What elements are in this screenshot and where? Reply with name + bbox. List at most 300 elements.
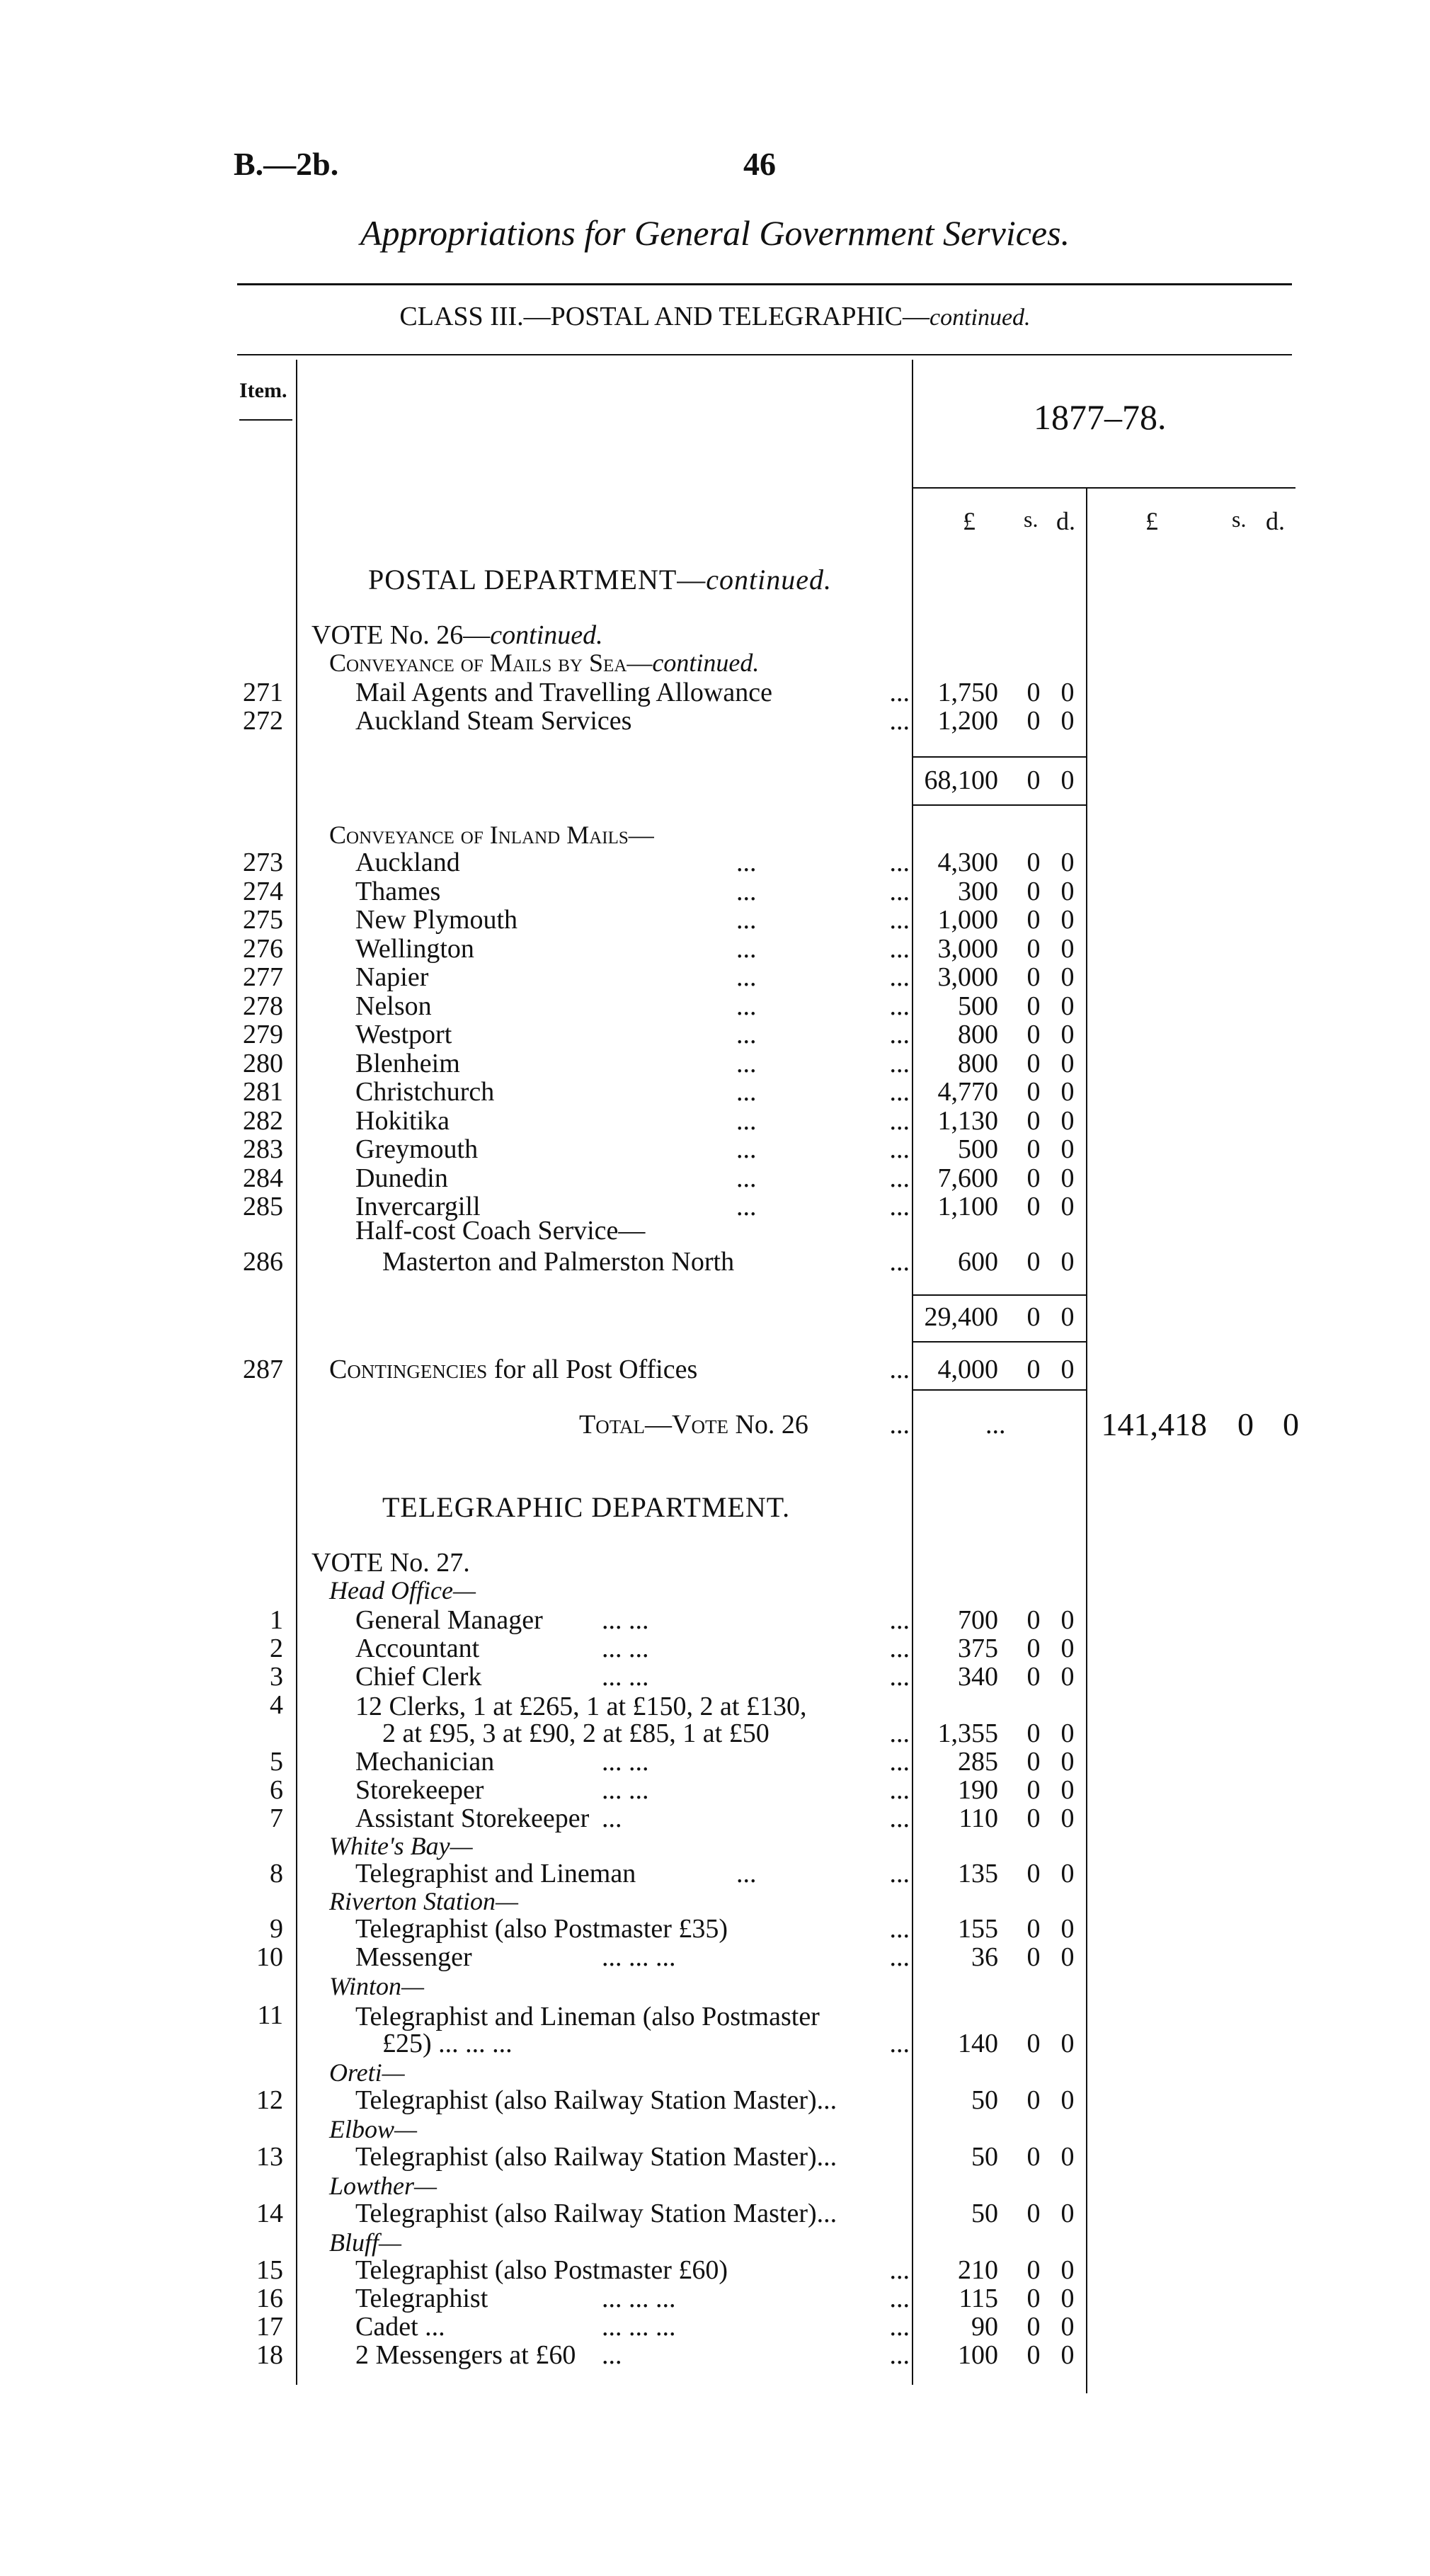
leader-dots: ... ...: [602, 1662, 649, 1692]
leader-dots: ...: [889, 1355, 910, 1384]
table-row: [0, 1943, 1430, 1971]
table-row: [0, 1049, 1430, 1078]
document-reference: B.—2b.: [234, 146, 339, 182]
amount-pounds: 190: [958, 1775, 998, 1805]
leader-dots: ...: [889, 1048, 910, 1078]
amount-pence: 0: [1060, 2312, 1075, 2342]
item-description: Storekeeper: [355, 1775, 484, 1805]
leader-dots: ...: [889, 1914, 910, 1944]
leader-dots: ... ... ...: [602, 2312, 676, 2342]
table-row: [0, 1078, 1430, 1106]
amount-shillings: 0: [1026, 1192, 1041, 1221]
item-number: 274: [243, 876, 283, 906]
amount-shillings: 0: [1026, 1942, 1041, 1972]
leader-dots: ...: [889, 933, 910, 964]
item-description: Hokitika: [355, 1105, 450, 1136]
amount-pounds: 700: [958, 1605, 998, 1635]
leader-dots: ...: [736, 1859, 757, 1888]
year-header: 1877–78.: [1034, 397, 1167, 437]
clerks-description-line2: 2 at £95, 3 at £90, 2 at £85, 1 at £50: [382, 1719, 770, 1748]
subtotal-pence: 0: [1060, 765, 1075, 795]
item-number: 13: [256, 2142, 283, 2172]
leader-dots: ...: [889, 2255, 910, 2285]
vote-26-total-pounds: 141,418: [1101, 1406, 1207, 1442]
item-number: 273: [243, 848, 283, 877]
item-number: 282: [243, 1105, 283, 1136]
amount-shillings: 0: [1026, 2085, 1041, 2115]
item-number: 2: [270, 1634, 283, 1663]
item-description: Masterton and Palmerston North: [382, 1247, 735, 1277]
class-heading: CLASS III.—POSTAL AND TELEGRAPHIC—continued.: [399, 302, 1031, 331]
leader-dots: ...: [889, 1747, 910, 1777]
table-row: [0, 2199, 1430, 2228]
coach-service-heading: Half-cost Coach Service—: [355, 1216, 646, 1246]
col-pound2-header: £: [1145, 507, 1158, 535]
table-row: [0, 1634, 1430, 1663]
amount-pounds: 1,130: [937, 1105, 998, 1136]
item-number: 1: [270, 1605, 283, 1635]
leader-dots: ...: [889, 1020, 910, 1049]
table-row: [0, 1776, 1430, 1804]
item-description: New Plymouth: [355, 905, 518, 935]
leader-dots: ... ... ...: [602, 2284, 676, 2313]
amount-shillings: 0: [1026, 2029, 1041, 2058]
leader-dots: ...: [736, 905, 757, 935]
item-description: Invercargill: [355, 1192, 481, 1221]
leader-dots: ...: [889, 1942, 910, 1972]
subtotal-row: [0, 1303, 1430, 1331]
amount-pence: 0: [1060, 1747, 1075, 1777]
leader-dots: ...: [889, 876, 910, 906]
subtotal-rule: [913, 1341, 1086, 1343]
amount-pounds: 800: [958, 1048, 998, 1078]
amount-pence: 0: [1060, 1077, 1075, 1107]
amount-shillings: 0: [1026, 2340, 1041, 2370]
item-number: 280: [243, 1048, 283, 1078]
table-row: [0, 1606, 1430, 1634]
amount-shillings: 0: [1026, 1634, 1041, 1663]
amount-pounds: 340: [958, 1662, 998, 1692]
item-number: 271: [243, 678, 283, 707]
leader-dots: ...: [889, 962, 910, 992]
amount-pence: 0: [1060, 991, 1075, 1021]
year-header-rule: [913, 487, 1295, 489]
amount-pence: 0: [1060, 1662, 1075, 1692]
item-description: Westport: [355, 1020, 452, 1049]
leader-dots: ...: [889, 1192, 910, 1221]
oreti-heading: Oreti—: [329, 2058, 405, 2087]
leader-dots: ...: [736, 1134, 757, 1164]
col-shilling2-header: s.: [1232, 506, 1247, 532]
amount-pence: 0: [1060, 2085, 1075, 2115]
leader-dots: ...: [889, 2340, 910, 2370]
amount-pence: 0: [1060, 1942, 1075, 1972]
subtotal-pounds: 29,400: [924, 1302, 998, 1332]
amount-shillings: 0: [1026, 1775, 1041, 1805]
item-description: Accountant: [355, 1634, 480, 1663]
telegraphic-department-heading: TELEGRAPHIC DEPARTMENT.: [382, 1491, 791, 1523]
amount-shillings: 0: [1026, 1077, 1041, 1107]
amount-pounds: 500: [958, 1134, 998, 1164]
amount-shillings: 0: [1026, 848, 1041, 877]
amount-pence: 0: [1060, 1634, 1075, 1663]
item-description: General Manager: [355, 1605, 543, 1635]
amount-pence: 0: [1060, 1134, 1075, 1164]
riverton-heading: Riverton Station—: [329, 1887, 518, 1915]
amount-pence: 0: [1060, 848, 1075, 877]
table-row: [0, 848, 1430, 877]
amount-pounds: 285: [958, 1747, 998, 1777]
amount-pounds: 110: [959, 1803, 998, 1833]
lowther-heading: Lowther—: [329, 2172, 437, 2200]
item-number: 12: [256, 2085, 283, 2115]
amount-pence: 0: [1060, 1803, 1075, 1833]
table-row: [0, 1248, 1430, 1276]
amount-shillings: 0: [1026, 1719, 1041, 1748]
amount-shillings: 0: [1026, 2312, 1041, 2342]
leader-dots: ...: [736, 933, 757, 964]
leader-dots: ...: [889, 2312, 910, 2342]
subtotal-rule: [913, 756, 1086, 758]
leader-dots: ...: [602, 2340, 622, 2370]
item-column-header: Item.: [239, 379, 287, 402]
table-row: [0, 1915, 1430, 1943]
leader-dots: ...: [889, 1859, 910, 1888]
amount-pounds: 375: [958, 1634, 998, 1663]
table-row: [0, 1020, 1430, 1049]
item-number: 6: [270, 1775, 283, 1805]
table-row: [0, 1107, 1430, 1135]
elbow-heading: Elbow—: [329, 2115, 418, 2143]
item-number: 3: [270, 1662, 283, 1692]
amount-pounds: 800: [958, 1020, 998, 1049]
amount-pence: 0: [1060, 2199, 1075, 2228]
leader-dots: ... ...: [602, 1605, 649, 1635]
amount-pounds: 4,770: [937, 1077, 998, 1107]
item-description: Napier: [355, 962, 429, 992]
vote-26-total-pence: 0: [1283, 1406, 1299, 1442]
amount-pounds: 36: [971, 1942, 998, 1972]
amount-shillings: 0: [1026, 1247, 1041, 1277]
item-description: Telegraphist: [355, 2284, 488, 2313]
amount-pence: 0: [1060, 933, 1075, 964]
col-pence-header: d.: [1056, 507, 1075, 535]
amount-pence: 0: [1060, 2284, 1075, 2313]
amount-pounds: 3,000: [937, 962, 998, 992]
amount-pence: 0: [1060, 876, 1075, 906]
amount-pounds: 1,355: [937, 1719, 998, 1748]
leader-dots: ...: [736, 962, 757, 992]
amount-shillings: 0: [1026, 905, 1041, 935]
item-number: 10: [256, 1942, 283, 1972]
amount-pounds: 50: [971, 2085, 998, 2115]
amount-pence: 0: [1060, 1048, 1075, 1078]
item-description: Christchurch: [355, 1077, 495, 1107]
vote-26-total-row: [0, 1410, 1430, 1439]
item-number: 14: [256, 2199, 283, 2228]
amount-shillings: 0: [1026, 991, 1041, 1021]
page-number: 46: [743, 146, 776, 182]
vote-26-total-shillings: 0: [1237, 1406, 1254, 1442]
item-header-rule: [239, 419, 292, 421]
item-description: Chief Clerk: [355, 1662, 482, 1692]
item-description: Mechanician: [355, 1747, 495, 1777]
amount-pence: 0: [1060, 1192, 1075, 1221]
amount-pence: 0: [1060, 1859, 1075, 1888]
amount-shillings: 0: [1026, 1020, 1041, 1049]
item-number: 15: [256, 2255, 283, 2285]
amount-shillings: 0: [1026, 876, 1041, 906]
amount-pounds: 50: [971, 2199, 998, 2228]
amount-pence: 0: [1060, 1719, 1075, 1748]
total-label: Total—Vote No. 26: [579, 1410, 808, 1440]
item-description: Thames: [355, 876, 441, 906]
leader-dots: ...: [889, 991, 910, 1021]
amount-pounds: 500: [958, 991, 998, 1021]
table-row: [0, 1135, 1430, 1163]
item-number: 7: [270, 1803, 283, 1833]
leader-dots: ...: [736, 876, 757, 906]
amount-shillings: 0: [1026, 1662, 1041, 1692]
item-number: 285: [243, 1192, 283, 1221]
leader-dots: ...: [736, 1105, 757, 1136]
amount-pence: 0: [1060, 1020, 1075, 1049]
table-row: [0, 1804, 1430, 1833]
amount-pounds: 1,100: [937, 1192, 998, 1221]
item-number: 5: [270, 1747, 283, 1777]
table-row: [0, 678, 1430, 707]
amount-pence: 0: [1060, 2255, 1075, 2285]
item-number: 276: [243, 933, 283, 964]
item-number: 281: [243, 1077, 283, 1107]
leader-dots: ...: [889, 1247, 910, 1277]
leader-dots: ...: [889, 1105, 910, 1136]
col-pence2-header: d.: [1266, 507, 1285, 535]
item-description: Auckland: [355, 848, 460, 877]
total-column-dots: ...: [985, 1410, 1006, 1440]
vote-27-heading: VOTE No. 27.: [311, 1548, 470, 1578]
subtotal-row: [0, 766, 1430, 794]
leader-dots: ...: [736, 1020, 757, 1049]
vote-26-heading: VOTE No. 26—continued.: [311, 620, 603, 650]
leader-dots: ...: [889, 1077, 910, 1107]
item-number: 8: [270, 1859, 283, 1888]
item-description: Messenger: [355, 1942, 472, 1972]
amount-pounds: 115: [959, 2284, 998, 2313]
winton-heading: Winton—: [329, 1972, 425, 2000]
amount-shillings: 0: [1026, 1355, 1041, 1384]
leader-dots: ...: [889, 848, 910, 877]
leader-dots: ...: [736, 848, 757, 877]
amount-shillings: 0: [1026, 678, 1041, 707]
item-description: Mail Agents and Travelling Allowance: [355, 678, 772, 707]
contingencies-row: [0, 1355, 1430, 1384]
amount-shillings: 0: [1026, 1803, 1041, 1833]
table-row: [0, 1164, 1430, 1192]
amount-shillings: 0: [1026, 1747, 1041, 1777]
subtotal-rule: [913, 1294, 1086, 1296]
leader-dots: ...: [889, 1605, 910, 1635]
inland-mails-heading: Conveyance of Inland Mails—: [329, 821, 654, 849]
item-number: 17: [256, 2312, 283, 2342]
item-number: 286: [243, 1247, 283, 1277]
table-row: [0, 963, 1430, 991]
item-description: Telegraphist and Lineman: [355, 1859, 636, 1888]
rule-under-class: [237, 354, 1292, 355]
amount-shillings: 0: [1026, 1914, 1041, 1944]
leader-dots: ...: [736, 991, 757, 1021]
leader-dots: ...: [736, 1048, 757, 1078]
leader-dots: ...: [889, 2284, 910, 2313]
subtotal-pence: 0: [1060, 1302, 1075, 1332]
amount-shillings: 0: [1026, 962, 1041, 992]
amount-pounds: 50: [971, 2142, 998, 2172]
table-row: [0, 707, 1430, 735]
amount-pounds: 600: [958, 1247, 998, 1277]
leader-dots: ...: [889, 1662, 910, 1692]
item-description: Telegraphist (also Railway Station Master)...: [355, 2199, 837, 2228]
subtotal-shillings: 0: [1026, 1302, 1041, 1332]
table-row: [0, 2256, 1430, 2284]
leader-dots: ...: [889, 1775, 910, 1805]
subtotal-rule: [913, 804, 1086, 806]
amount-pence: 0: [1060, 1105, 1075, 1136]
amount-pounds: 90: [971, 2312, 998, 2342]
item-number: 18: [256, 2340, 283, 2370]
page-title: Appropriations for General Government Services.: [360, 213, 1070, 253]
clerks-description-line1: 12 Clerks, 1 at £265, 1 at £150, 2 at £130,: [355, 1692, 807, 1721]
amount-pence: 0: [1060, 962, 1075, 992]
item-number: 283: [243, 1134, 283, 1164]
amount-pounds: 100: [958, 2340, 998, 2370]
col-pound-header: £: [963, 507, 976, 535]
leader-dots: ... ...: [602, 1747, 649, 1777]
amount-shillings: 0: [1026, 1163, 1041, 1193]
table-row: [0, 1748, 1430, 1776]
table-row: [0, 2086, 1430, 2114]
amount-shillings: 0: [1026, 1048, 1041, 1078]
amount-shillings: 0: [1026, 933, 1041, 964]
table-row: [0, 935, 1430, 963]
leader-dots: ...: [889, 905, 910, 935]
item-description: Nelson: [355, 991, 432, 1021]
item-number: 4: [270, 1690, 283, 1720]
leader-dots: ...: [736, 1163, 757, 1193]
amount-pence: 0: [1060, 1605, 1075, 1635]
table-row: [0, 2143, 1430, 2171]
sea-mails-heading: Conveyance of Mails by Sea—continued.: [329, 649, 760, 677]
leader-dots: ... ... ...: [602, 1942, 676, 1972]
item-description: Telegraphist (also Railway Station Master)...: [355, 2142, 837, 2172]
item-number: 277: [243, 962, 283, 992]
postal-department-heading: POSTAL DEPARTMENT—continued.: [368, 564, 832, 595]
rule-top: [237, 283, 1292, 285]
row-11-description-line1: Telegraphist and Lineman (also Postmaster: [355, 2002, 820, 2031]
item-description: Dunedin: [355, 1163, 448, 1193]
amount-shillings: 0: [1026, 2142, 1041, 2172]
amount-pounds: 155: [958, 1914, 998, 1944]
leader-dots: ...: [602, 1803, 622, 1833]
table-row: [0, 2341, 1430, 2369]
subtotal-rule: [913, 1389, 1086, 1391]
item-description: Greymouth: [355, 1134, 479, 1164]
amount-shillings: 0: [1026, 1134, 1041, 1164]
item-description: Telegraphist (also Railway Station Master)...: [355, 2085, 837, 2115]
amount-pounds: 140: [958, 2029, 998, 2058]
item-number: 278: [243, 991, 283, 1021]
leader-dots: ...: [889, 1803, 910, 1833]
amount-pence: 0: [1060, 2142, 1075, 2172]
leader-dots: ...: [889, 1719, 910, 1748]
amount-shillings: 0: [1026, 2255, 1041, 2285]
item-number: 284: [243, 1163, 283, 1193]
leader-dots: ...: [889, 1410, 910, 1440]
amount-pence: 0: [1060, 1914, 1075, 1944]
table-row: [0, 1663, 1430, 1691]
amount-pence: 0: [1060, 1247, 1075, 1277]
amount-shillings: 0: [1026, 706, 1041, 736]
amount-shillings: 0: [1026, 1859, 1041, 1888]
leader-dots: ...: [889, 2029, 910, 2058]
table-row: [0, 992, 1430, 1020]
item-number: 11: [257, 2000, 283, 2030]
leader-dots: ...: [889, 706, 910, 736]
item-number: 279: [243, 1020, 283, 1049]
amount-pounds: 7,600: [937, 1163, 998, 1193]
item-description: Blenheim: [355, 1048, 460, 1078]
item-description: Telegraphist (also Postmaster £60): [355, 2255, 728, 2285]
leader-dots: ...: [889, 1134, 910, 1164]
item-description: Cadet ...: [355, 2312, 445, 2342]
amount-pounds: 1,200: [937, 706, 998, 736]
amount-pounds: 210: [958, 2255, 998, 2285]
item-description: 2 Messengers at £60: [355, 2340, 576, 2370]
amount-pence: 0: [1060, 1163, 1075, 1193]
amount-pounds: 1,750: [937, 678, 998, 707]
amount-pounds: 4,000: [937, 1355, 998, 1384]
leader-dots: ... ...: [602, 1775, 649, 1805]
table-row: [0, 1192, 1430, 1221]
amount-pence: 0: [1060, 2340, 1075, 2370]
whites-bay-heading: White's Bay—: [329, 1832, 473, 1860]
table-row: [0, 2313, 1430, 2341]
bluff-heading: Bluff—: [329, 2228, 402, 2257]
amount-pence: 0: [1060, 1775, 1075, 1805]
table-row: [0, 877, 1430, 906]
amount-pounds: 300: [958, 876, 998, 906]
item-description: Contingencies for all Post Offices: [329, 1355, 698, 1384]
amount-shillings: 0: [1026, 1605, 1041, 1635]
amount-pence: 0: [1060, 2029, 1075, 2058]
table-row: [0, 1859, 1430, 1888]
item-number: 9: [270, 1914, 283, 1944]
item-number: 275: [243, 905, 283, 935]
amount-pounds: 3,000: [937, 933, 998, 964]
amount-shillings: 0: [1026, 2284, 1041, 2313]
row-11-description-line2: £25) ... ... ...: [382, 2029, 513, 2058]
amount-pence: 0: [1060, 905, 1075, 935]
amount-shillings: 0: [1026, 2199, 1041, 2228]
item-number: 272: [243, 706, 283, 736]
item-number: 287: [243, 1355, 283, 1384]
amount-pounds: 4,300: [937, 848, 998, 877]
leader-dots: ... ...: [602, 1634, 649, 1663]
amount-pence: 0: [1060, 1355, 1075, 1384]
subtotal-shillings: 0: [1026, 765, 1041, 795]
amount-shillings: 0: [1026, 1105, 1041, 1136]
leader-dots: ...: [736, 1192, 757, 1221]
leader-dots: ...: [889, 678, 910, 707]
